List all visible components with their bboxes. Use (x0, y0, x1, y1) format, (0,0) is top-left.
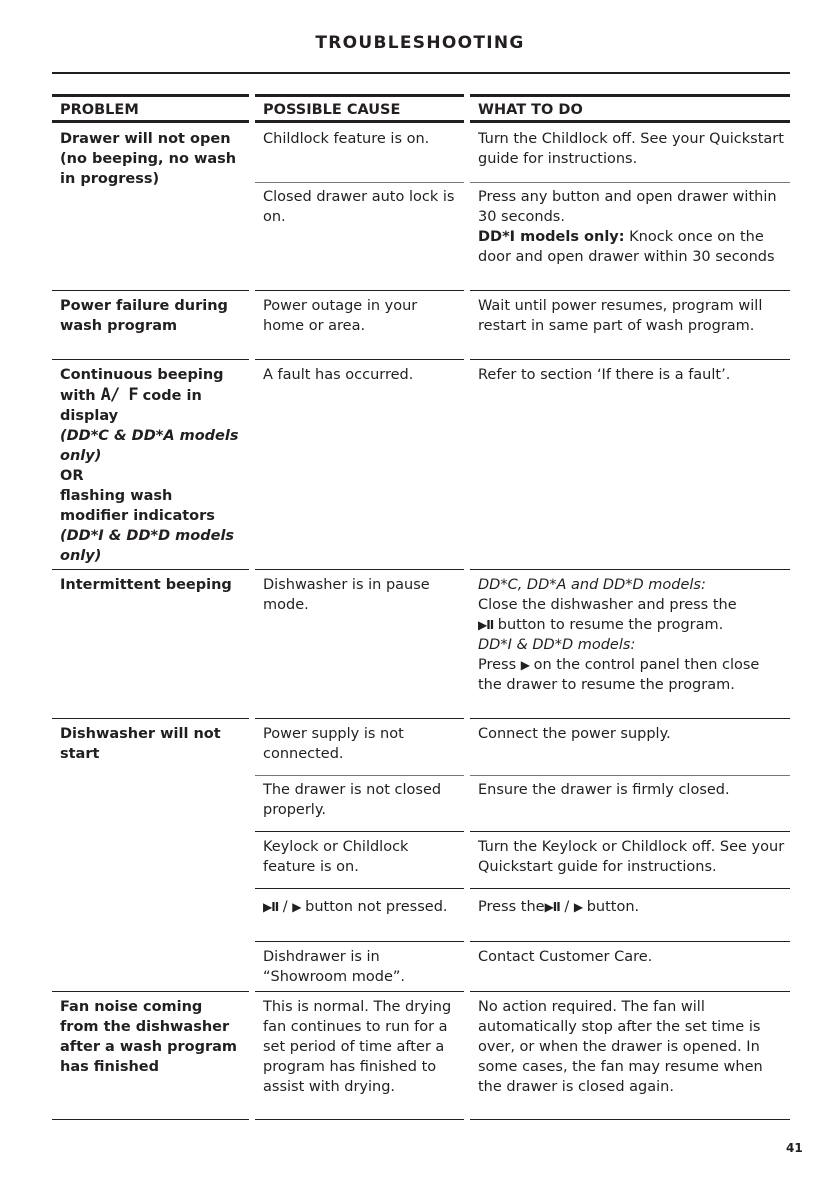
cause-drawer-not-closed: The drawer is not closed properly. (255, 777, 464, 832)
cause-power-outage: Power outage in your home or area. (255, 293, 464, 360)
play-icon: ▶ (520, 658, 530, 672)
problem-continuous-beeping-b: code in display (60, 388, 202, 424)
action-pause-models-2: DD*I & DD*D models: (478, 637, 636, 653)
action-press-button-a: Press the (478, 899, 545, 915)
action-fault: Refer to section ‘If there is a fault’. (470, 362, 790, 570)
page-number: 41 (786, 1141, 803, 1155)
header-cause-label: POSSIBLE CAUSE (263, 102, 401, 118)
header-problem-label: PROBLEM (60, 102, 139, 118)
title-divider (52, 72, 790, 74)
problem-fan-noise: Fan noise coming from the dishwasher after a wash program has finished (52, 994, 249, 1120)
action-childlock: Turn the Childlock off. See your Quickstart guide for instructions. (470, 126, 790, 183)
play-icon: ▶ (292, 900, 301, 914)
problem-flashing-indicators: flashing wash modifier indicators (60, 488, 215, 524)
action-pause-text-4: on the control panel then close the drawer to resume the program. (478, 657, 760, 693)
action-pause-mode (470, 572, 790, 719)
problem-intermittent-beeping: Intermittent beeping (52, 572, 249, 719)
action-press-button-b: button. (582, 899, 640, 915)
header-action-label: WHAT TO DO (478, 102, 583, 118)
action-auto-lock-note-label: DD*I models only: (478, 229, 625, 245)
header-cause (255, 94, 464, 123)
cause-keylock: Keylock or Childlock feature is on. (255, 834, 464, 889)
cause-showroom-mode: Dishdrawer is in “Showroom mode”. (255, 944, 464, 992)
cause-button-text: button not pressed. (300, 899, 448, 915)
play-pause-icon: ▶II (544, 900, 560, 914)
action-auto-lock (470, 184, 790, 291)
play-pause-icon: ▶II (263, 900, 279, 914)
cause-button-not-pressed (255, 891, 464, 942)
page-title: TROUBLESHOOTING (315, 33, 525, 53)
action-no-power: Connect the power supply. (470, 721, 790, 776)
problem-or: OR (60, 468, 84, 484)
action-press-button (470, 891, 790, 942)
header-problem (52, 94, 249, 123)
cause-pause-mode: Dishwasher is in pause mode. (255, 572, 464, 719)
action-auto-lock-note: Knock once on the door and open drawer within 30 seconds (478, 229, 775, 265)
action-showroom-mode: Contact Customer Care. (470, 944, 790, 992)
problem-will-not-start: Dishwasher will not start (52, 721, 249, 992)
fault-code-display: A/ F (100, 385, 138, 405)
action-keylock: Turn the Keylock or Childlock off. See your Quickstart guide for instructions. (470, 834, 790, 889)
problem-drawer-not-open: Drawer will not open (no beeping, no wash in progress) (52, 126, 249, 291)
problem-power-failure: Power failure during wash program (52, 293, 249, 360)
action-auto-lock-text: Press any button and open drawer within 30 seconds. (478, 189, 777, 225)
action-pause-text-2: button to resume the program. (493, 617, 724, 633)
play-icon: ▶ (573, 900, 583, 914)
cause-childlock: Childlock feature is on. (255, 126, 464, 183)
cause-auto-lock: Closed drawer auto lock is on. (255, 184, 464, 291)
problem-continuous-beeping-models-1: (DD*C & DD*A models only) (60, 428, 239, 464)
play-pause-icon: ▶II (478, 618, 494, 632)
problem-continuous-beeping-models-2: (DD*I & DD*D models only) (60, 528, 235, 564)
action-press-button-sep: / (559, 899, 574, 915)
problem-continuous-beeping-a: Continuous beeping with (60, 367, 224, 404)
cause-fan-normal: This is normal. The drying fan continues to run for a set period of time after a program has finished to assist with drying. (255, 994, 464, 1120)
cause-no-power: Power supply is not connected. (255, 721, 464, 776)
action-pause-text-3: Press (478, 657, 517, 673)
header-action (470, 94, 790, 123)
cause-fault: A fault has occurred. (255, 362, 464, 570)
action-pause-models-1: DD*C, DD*A and DD*D models: (478, 577, 706, 593)
problem-continuous-beeping (52, 362, 249, 570)
action-drawer-not-closed: Ensure the drawer is firmly closed. (470, 777, 790, 832)
action-power-outage: Wait until power resumes, program will restart in same part of wash program. (470, 293, 790, 360)
cause-button-sep: / (278, 899, 293, 915)
action-pause-text-1: Close the dishwasher and press the (478, 597, 737, 613)
action-fan-normal: No action required. The fan will automatically stop after the set time is over, or when the drawer is opened. In some cases, the fan may resume when the drawer is closed again. (470, 994, 790, 1120)
